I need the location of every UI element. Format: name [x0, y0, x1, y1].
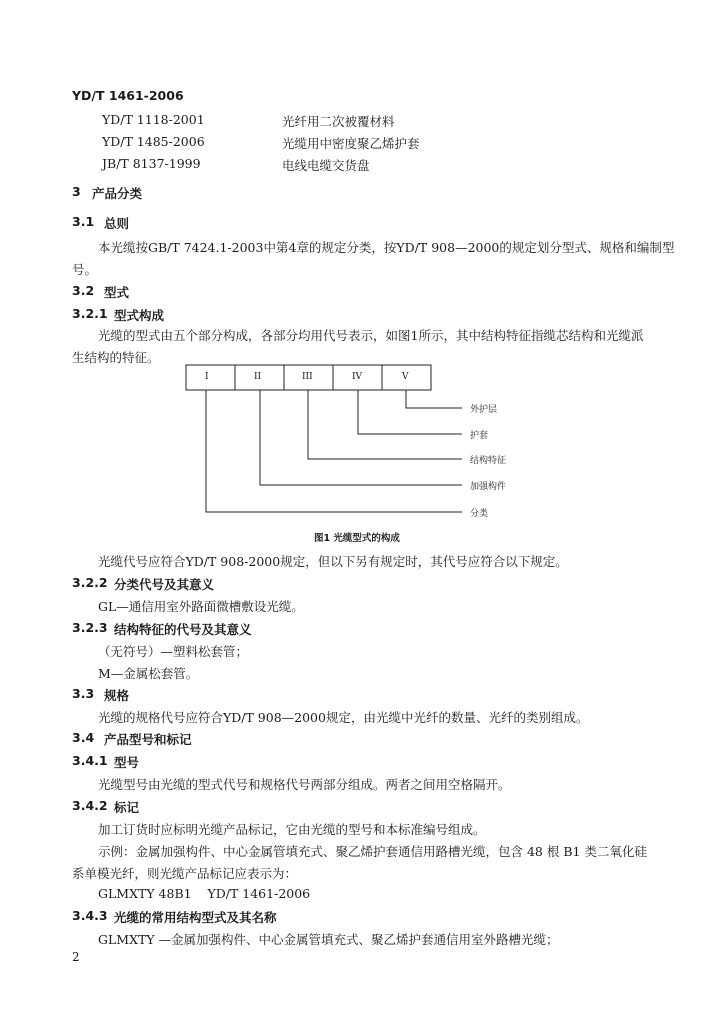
figure-label: 分类	[470, 509, 489, 519]
section-number: 3.2	[72, 283, 95, 298]
leader-line	[406, 390, 462, 408]
section-title: 型号	[114, 755, 140, 770]
reference-title: 电线电缆交货盘	[282, 158, 370, 173]
section-number: 3.4.1	[72, 753, 108, 768]
paragraph: 光缆型号由光缆的型式代号和规格代号两部分组成。两者之间用空格隔开。	[98, 777, 511, 792]
code-box: IV	[352, 372, 363, 382]
paragraph: 生结构的特征。	[72, 350, 160, 365]
figure-caption: 图1 光缆型式的构成	[314, 533, 400, 544]
section-number: 3.4	[72, 730, 95, 745]
code-box: V	[402, 372, 409, 382]
product-mark: GLMXTY 48B1 YD/T 1461-2006	[98, 886, 311, 901]
code-box: I	[205, 372, 209, 382]
paragraph: M—金属松套管。	[98, 666, 199, 681]
paragraph: （无符号）—塑料松套管；	[98, 644, 249, 659]
section-title: 型式构成	[114, 308, 165, 323]
section-title: 产品型号和标记	[104, 732, 192, 747]
paragraph: GLMXTY —金属加强构件、中心金属管填充式、聚乙烯护套通信用室外路槽光缆；	[98, 932, 559, 947]
section-title: 产品分类	[92, 186, 143, 201]
section-title: 总则	[104, 216, 130, 231]
section-number: 3.2.2	[72, 575, 108, 590]
reference-code: YD/T 1118-2001	[102, 112, 205, 127]
leader-line	[358, 390, 462, 434]
section-number: 3.3	[72, 686, 95, 701]
section-title: 型式	[104, 285, 130, 300]
section-number: 3.4.2	[72, 798, 108, 813]
section-number: 3.1	[72, 214, 95, 229]
section-title: 光缆的常用结构型式及其名称	[114, 910, 277, 925]
leader-line	[308, 390, 462, 459]
section-number: 3.2.1	[72, 306, 108, 321]
paragraph: GL—通信用室外路面微槽敷设光缆。	[98, 599, 304, 614]
section-title: 结构特征的代号及其意义	[114, 622, 252, 637]
document-code: YD/T 1461-2006	[72, 88, 184, 103]
paragraph: 加工订货时应标明光缆产品标记，它由光缆的型号和本标准编号组成。	[98, 822, 486, 837]
reference-title: 光缆用中密度聚乙烯护套	[282, 136, 420, 151]
leader-line	[260, 390, 462, 485]
section-title: 分类代号及其意义	[114, 577, 215, 592]
section-number: 3.4.3	[72, 908, 108, 923]
paragraph: 本光缆按GB/T 7424.1-2003中第4章的规定分类，按YD/T 908—2000的规定划分型式、规格和编制型	[98, 240, 675, 255]
section-number: 3	[72, 184, 81, 199]
reference-code: YD/T 1485-2006	[102, 134, 205, 149]
paragraph: 光缆的规格代号应符合YD/T 908—2000规定，由光缆中光纤的数量、光纤的类别组成。	[98, 710, 589, 725]
page-number: 2	[72, 950, 80, 964]
section-title: 规格	[104, 688, 130, 703]
figure-label: 外护层	[470, 405, 498, 415]
paragraph: 示例：金属加强构件、中心金属管填充式、聚乙烯护套通信用路槽光缆，包含 48 根 B1 类二氧化硅	[98, 844, 647, 859]
section-title: 标记	[114, 800, 140, 815]
paragraph: 光缆的型式由五个部分构成，各部分均用代号表示，如图1所示，其中结构特征指缆芯结构和光缆派	[98, 328, 644, 343]
figure-label: 护套	[470, 431, 489, 441]
paragraph: 光缆代号应符合YD/T 908-2000规定，但以下另有规定时，其代号应符合以下规定。	[98, 554, 568, 569]
paragraph: 系单模光纤，则光缆产品标记应表示为：	[72, 866, 298, 881]
reference-code: JB/T 8137-1999	[102, 156, 201, 171]
section-number: 3.2.3	[72, 620, 108, 635]
figure-label: 结构特征	[470, 456, 507, 466]
code-box: III	[302, 372, 313, 382]
reference-title: 光纤用二次被覆材料	[282, 114, 395, 129]
figure-label: 加强构件	[470, 482, 507, 492]
paragraph: 号。	[72, 262, 98, 277]
code-box: II	[254, 372, 262, 382]
